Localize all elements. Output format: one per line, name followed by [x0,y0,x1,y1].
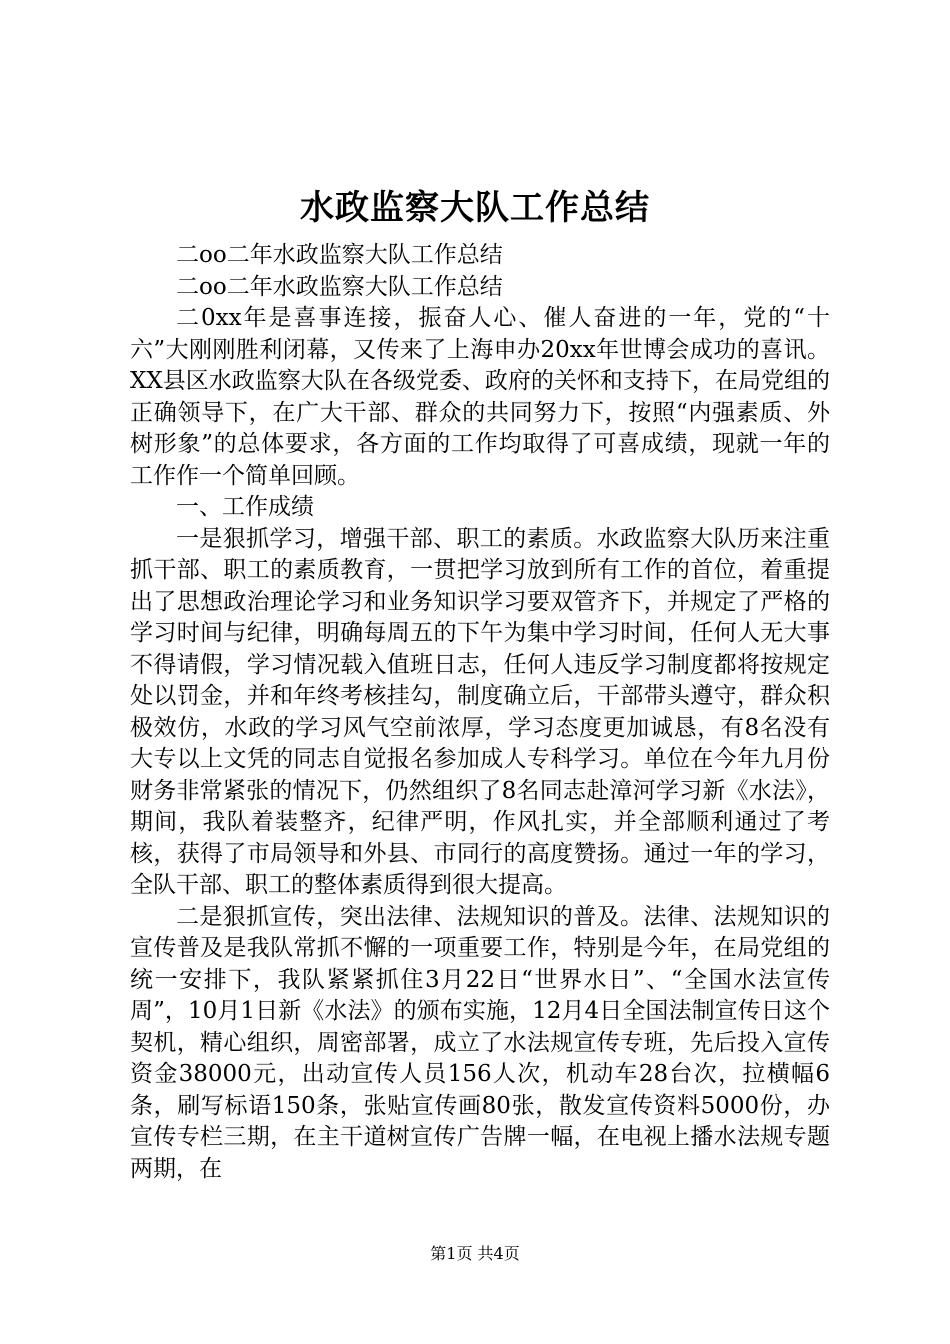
paragraph-study: 一是狠抓学习，增强干部、职工的素质。水政监察大队历来注重抓干部、职工的素质教育，一贯把学习放到所有工作的首位，着重提出了思想政治理论学习和业务知识学习要双管齐下，并规定了严格的学习时间与纪律，明确每周五的下午为集中学习时间，任何人无大事不得请假，学习情况载入值班日志，任何人违反学习制度都将按规定处以罚金，并和年终考核挂勾，制度确立后，干部带头遵守，群众积极效仿，水政的学习风气空前浓厚，学习态度更加诚恳，有8名没有大专以上文凭的同志自觉报名参加成人专科学习。单位在今年九月份财务非常紧张的情况下，仍然组织了8名同志赴漳河学习新《水法》，期间，我队着装整齐，纪律严明，作风扎实，并全部顺利通过了考核，获得了市局领导和外县、市同行的高度赞扬。通过一年的学习，全队干部、职工的整体素质得到很大提高。 [130,525,830,898]
document-body [130,240,830,1185]
paragraph-heading-1: 二oo二年水政监察大队工作总结 [176,242,503,268]
paragraph-publicity: 二是狠抓宣传，突出法律、法规知识的普及。法律、法规知识的宣传普及是我队常抓不懈的一项重要工作，特别是今年，在局党组的统一安排下，我队紧紧抓住3月22日“世界水日”、“全国水法宣传周”，10月1日新《水法》的颁布实施，12月4日全国法制宣传日这个契机，精心组织，周密部署，成立了水法规宣传专班，先后投入宣传资金38000元，出动宣传人员156人次，机动车28台次，拉横幅6条，刷写标语150条，张贴宣传画80张，散发宣传资料5000份，办宣传专栏三期，在主干道树宣传广告牌一幅，在电视上播水法规专题两期，在 [130,903,830,1182]
paragraph-heading-2: 二oo二年水政监察大队工作总结 [176,273,503,300]
document-title: 水政监察大队工作总结 [300,188,650,228]
page-footer: 第1页 共4页 [430,1244,520,1263]
paragraph-intro: 二0xx年是喜事连接，振奋人心、催人奋进的一年，党的“十六”大刚刚胜利闭幕，又传来了上海申办20xx年世博会成功的喜讯。XX县区水政监察大队在各级党委、政府的关怀和支持下，在局党组的正确领导下，在广大干部、群众的共同努力下，按照“内强素质、外树形象”的总体要求，各方面的工作均取得了可喜成绩，现就一年的工作作一个简单回顾。 [130,305,830,489]
section-heading-achievements: 一、工作成绩 [176,494,314,520]
